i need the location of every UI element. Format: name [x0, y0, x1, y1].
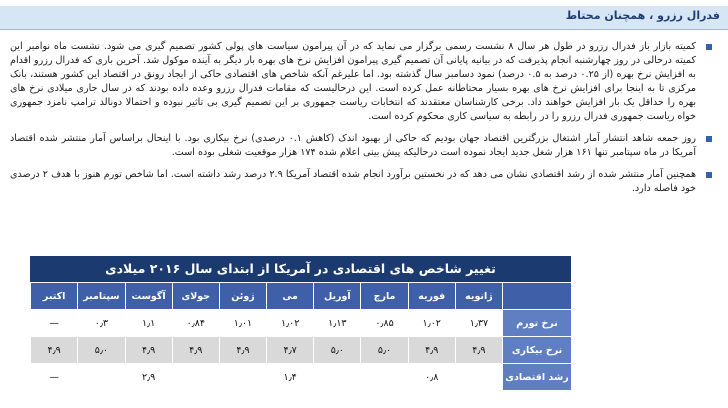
row-label: نرخ تورم	[503, 310, 572, 337]
month-header: اکتبر	[31, 283, 78, 310]
table-cell: —	[31, 364, 78, 391]
table-cell: ۴٫۹	[125, 337, 172, 364]
table-cell: ۰٫۸۴	[172, 310, 219, 337]
paragraph-2	[10, 132, 718, 160]
table-cell: ۰٫۸۵	[361, 310, 408, 337]
table-corner-cell	[503, 283, 572, 310]
table-cell: ۵٫۰	[361, 337, 408, 364]
table-cell	[314, 364, 361, 391]
table-cell: ۱٫۱۳	[314, 310, 361, 337]
table-row-unemployment	[31, 337, 572, 364]
table-cell	[172, 364, 219, 391]
table-cell: ۰٫۸	[408, 364, 455, 391]
indicators-table-block	[30, 256, 571, 390]
month-header: سپتامبر	[78, 283, 125, 310]
month-header: ژوئن	[219, 283, 266, 310]
table-cell	[455, 364, 502, 391]
table-cell	[361, 364, 408, 391]
row-label: نرخ بیکاری	[503, 337, 572, 364]
square-bullet-icon	[706, 172, 712, 178]
table-cell: ۴٫۹	[455, 337, 502, 364]
month-header: مارچ	[361, 283, 408, 310]
month-header: فوریه	[408, 283, 455, 310]
section-title: فدرال رزرو ، همچنان محتاط	[565, 9, 720, 22]
table-row-growth	[31, 364, 572, 391]
table-cell: ۱٫۱	[125, 310, 172, 337]
month-header: جولای	[172, 283, 219, 310]
month-header: ژانویه	[455, 283, 502, 310]
table-header-row	[31, 283, 572, 310]
table-cell: ۵٫۰	[314, 337, 361, 364]
table-cell	[219, 364, 266, 391]
table-cell: ۴٫۹	[408, 337, 455, 364]
paragraph-1	[10, 40, 718, 124]
paragraph-2-text: روز جمعه شاهد انتشار آمار اشتغال بزرگترین اقتصاد جهان بودیم که حاکی از بهبود اندک (کاهش ۰.۱ درصدی) نرخ بیکاری بود. با اینحال براساس آمار منتشر شده اقتصاد آمریکا در ماه سپتامبر تنها ۱۶۱ هزار شغل جدید ایجاد نموده است درحالیکه پیش بینی اعلام شده ۱۷۴ هزار موقعیت شغلی بوده است.	[10, 133, 696, 158]
square-bullet-icon	[706, 136, 712, 142]
square-bullet-icon	[706, 44, 712, 50]
paragraph-3	[10, 168, 718, 196]
table-cell: —	[31, 310, 78, 337]
month-header: آگوست	[125, 283, 172, 310]
table-cell	[78, 364, 125, 391]
paragraph-1-text: کمیته بازار باز فدرال رزرو در طول هر سال ۸ نشست رسمی برگزار می نماید که در آن پیرامون سیاست های پولی کشور تصمیم گیری می شود. نشست ماه نوامبر این کمیته درحالی در روز چهارشنبه انجام پذیرفت که در بیانیه پایانی آن تصمیم گیری پیرامون افزایش نرخ های بهره بار دیگر به آینده موکول شد. آخرین باری که فدرال رزرو اقدام به افزایش نرخ بهره (از ۰.۲۵ درصد به ۰.۵ درصد) نمود دسامبر سال گذشته بود. اما علیرغم آنکه شاخص های اقتصادی حاکی از ایجاد رونق در اقتصاد این کشور هستند، بانک مرکزی تا به اینجا برای افزایش نرخ های بهره بسیار محتاطانه عمل کرده است. این درحالیست که مقامات فدرال رزرو وعده داده بودند که در سال جاری میلادی نرخ های بهره را حداقل یک بار افزایش خواهند داد. برخی کارشناسان معتقدند که انتخابات ریاست جمهوری بر این تصمیم گیری بی تاثیر نبوده و احتمالا دونالد ترامپ نامزد جمهوری خواه ریاست جمهوری فدرال رزرو را در رابطه به سیاسی کاری محکوم کرده است.	[10, 41, 696, 122]
table-cell: ۵٫۰	[78, 337, 125, 364]
table-cell: ۱٫۳۷	[455, 310, 502, 337]
table-cell: ۰٫۳	[78, 310, 125, 337]
table-cell: ۱٫۰۱	[219, 310, 266, 337]
table-title: تغییر شاخص های اقتصادی در آمریکا از ابتدای سال ۲۰۱۶ میلادی	[30, 256, 571, 282]
table-cell: ۲٫۹	[125, 364, 172, 391]
indicators-table	[30, 282, 571, 390]
table-cell: ۴٫۹	[31, 337, 78, 364]
table-cell: ۱٫۰۲	[267, 310, 314, 337]
table-cell: ۱٫۰۲	[408, 310, 455, 337]
month-header: آوریل	[314, 283, 361, 310]
table-cell: ۱٫۴	[267, 364, 314, 391]
table-cell: ۴٫۹	[219, 337, 266, 364]
table-row-inflation	[31, 310, 572, 337]
row-label: رشد اقتصادی	[503, 364, 572, 391]
month-header: می	[267, 283, 314, 310]
table-cell: ۴٫۹	[172, 337, 219, 364]
paragraph-3-text: همچنین آمار منتشر شده از رشد اقتصادی نشان می دهد که در نخستین برآورد انجام شده اقتصاد آمریکا ۲.۹ درصد رشد داشته است. اما شاخص تورم هنوز با هدف ۲ درصدی خود فاصله دارد.	[10, 169, 696, 194]
table-cell: ۴٫۷	[267, 337, 314, 364]
section-header	[0, 6, 728, 30]
article-body	[10, 40, 718, 204]
